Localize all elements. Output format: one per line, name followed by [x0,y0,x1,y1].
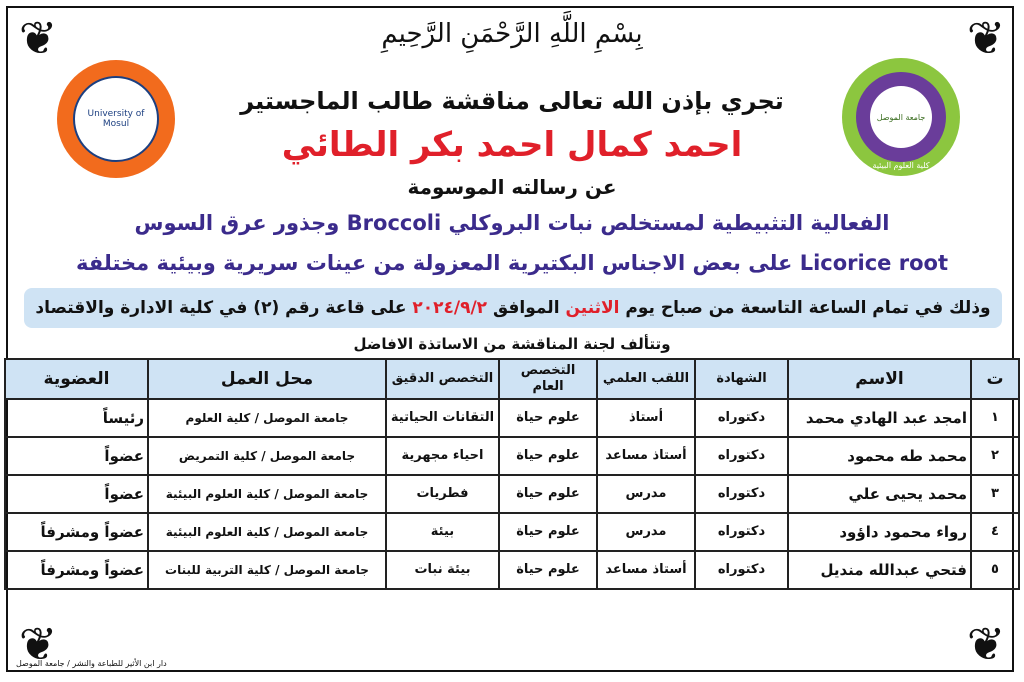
date: ٢٠٢٤/٩/٢ [412,298,488,318]
table-cell: التقانات الحياتية [386,399,499,437]
column-header: الشهادة [695,359,788,399]
university-of-mosul-logo: University of Mosul [57,60,175,178]
column-header: ت [971,359,1019,399]
thesis-intro: عن رسالته الموسومة [407,175,617,199]
table-cell: رئيساً [5,399,148,437]
column-header: اللقب العلمي [597,359,695,399]
student-name: احمد كمال احمد بكر الطائي [281,125,743,165]
column-header: الاسم [788,359,971,399]
table-row [5,475,1019,513]
table-row [5,551,1019,589]
day: الاثنين [565,298,620,318]
column-header: العضوية [5,359,148,399]
table-cell: ٣ [971,475,1019,513]
table-cell: دكتوراه [695,551,788,589]
table-cell: عضواً [5,437,148,475]
ornament-icon: ❦ [18,11,58,65]
table-cell: علوم حياة [499,551,597,589]
ornament-icon: ❦ [966,617,1006,671]
table-row [5,399,1019,437]
table-cell: بيئة نبات [386,551,499,589]
table-cell: جامعة الموصل / كلية التربية للبنات [148,551,386,589]
committee-table [4,358,1020,590]
table-cell: دكتوراه [695,399,788,437]
table-cell: علوم حياة [499,475,597,513]
table-cell: عضواً ومشرفاً [5,513,148,551]
ornament-icon: ❦ [18,617,58,671]
table-cell: عضواً ومشرفاً [5,551,148,589]
table-cell: محمد طه محمود [788,437,971,475]
table-cell: فتحي عبدالله منديل [788,551,971,589]
table-cell: بيئة [386,513,499,551]
table-cell: محمد يحيى علي [788,475,971,513]
committee-intro: وتتألف لجنة المناقشة من الاساتذة الافاضل [353,335,671,353]
college-environmental-sciences-logo: جامعة الموصل كلية العلوم البيئية [842,58,960,176]
schedule-band: وذلك في تمام الساعة التاسعة من صباح يوم الاثنين الموافق ٢٠٢٤/٩/٢ على قاعة رقم (٢) في كلية الادارة والاقتصاد [24,288,1002,328]
table-cell: ١ [971,399,1019,437]
table-cell: جامعة الموصل / كلية العلوم [148,399,386,437]
table-cell: امجد عبد الهادي محمد [788,399,971,437]
column-header: محل العمل [148,359,386,399]
intro-line: تجري بإذن الله تعالى مناقشة طالب الماجستير [240,87,784,115]
table-cell: عضواً [5,475,148,513]
thesis-title-line1: الفعالية التثبيطية لمستخلص نبات البروكلي Broccoli وجذور عرق السوس [134,211,890,235]
table-cell: أستاذ مساعد [597,437,695,475]
table-cell: مدرس [597,513,695,551]
table-cell: دكتوراه [695,475,788,513]
table-cell: علوم حياة [499,437,597,475]
table-row [5,513,1019,551]
column-header: التخصص العام [499,359,597,399]
footer-credit: دار ابن الأثير للطباعة والنشر / جامعة الموصل [16,659,167,668]
table-cell: جامعة الموصل / كلية التمريض [148,437,386,475]
table-cell: مدرس [597,475,695,513]
table-cell: ٢ [971,437,1019,475]
table-cell: ٥ [971,551,1019,589]
thesis-title-line2: Licorice root على بعض الاجناس البكتيرية المعزولة من عينات سريرية وبيئية مختلفة [76,251,948,275]
table-cell: فطريات [386,475,499,513]
table-cell: دكتوراه [695,437,788,475]
table-cell: دكتوراه [695,513,788,551]
column-header: التخصص الدقيق [386,359,499,399]
table-cell: رواء محمود داؤود [788,513,971,551]
table-cell: علوم حياة [499,399,597,437]
table-cell: أستاذ [597,399,695,437]
basmala: بِسْمِ اللَّهِ الرَّحْمَنِ الرَّحِيمِ [381,19,643,49]
table-cell: جامعة الموصل / كلية العلوم البيئية [148,513,386,551]
table-cell: جامعة الموصل / كلية العلوم البيئية [148,475,386,513]
ornament-icon: ❦ [966,11,1006,65]
table-cell: علوم حياة [499,513,597,551]
table-cell: ٤ [971,513,1019,551]
table-cell: احياء مجهرية [386,437,499,475]
table-row [5,437,1019,475]
table-cell: أستاذ مساعد [597,551,695,589]
